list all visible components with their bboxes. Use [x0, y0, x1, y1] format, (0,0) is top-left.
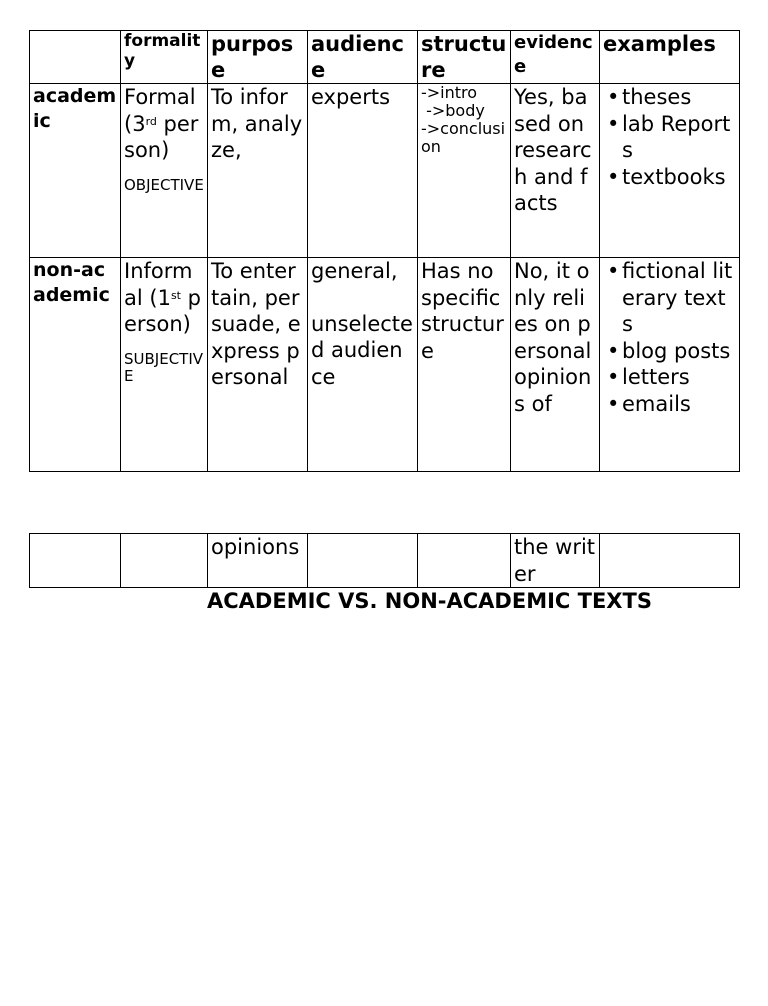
structure-conclusion: ->conclusion — [421, 119, 506, 156]
non-academic-audience-line1: general, — [311, 259, 398, 283]
academic-formality — [121, 84, 208, 258]
header-evidence: evidence — [511, 31, 600, 84]
cont-empty-cell — [121, 534, 208, 588]
continuation-table — [29, 533, 740, 588]
non-academic-evidence: No, it only relies on personal opinions of — [511, 258, 600, 472]
cont-purpose: opinions — [208, 534, 308, 588]
academic-examples — [600, 84, 740, 258]
list-item: • textbooks — [603, 164, 736, 191]
academic-audience: experts — [308, 84, 418, 258]
academic-formality-value — [124, 84, 204, 164]
academic-formality-sup: rd — [145, 114, 157, 128]
non-academic-audience-line2: unselected audience — [311, 311, 413, 389]
table-row-continuation — [30, 534, 740, 588]
non-academic-formality-sup: st — [170, 288, 181, 302]
row-label-academic: academic — [30, 84, 121, 258]
academic-formality-main: Formal (3 — [124, 85, 196, 136]
list-item: • emails — [603, 391, 736, 418]
row-label-non-academic: non-academic — [30, 258, 121, 472]
non-academic-examples-list — [603, 258, 736, 417]
list-item: • blog posts — [603, 338, 736, 365]
non-academic-formality-main: Informal (1 — [124, 259, 193, 310]
non-academic-structure: Has no specific structure — [418, 258, 511, 472]
academic-formality-end: person) — [124, 111, 199, 162]
header-examples: examples — [600, 31, 740, 84]
cont-empty-cell — [600, 534, 740, 588]
structure-body: ->body — [421, 101, 485, 120]
structure-intro: ->intro — [421, 83, 478, 102]
list-item: • fictional literary texts — [603, 258, 736, 338]
non-academic-purpose: To entertain, persuade, express personal — [208, 258, 308, 472]
comparison-table — [29, 30, 740, 472]
academic-purpose: To inform, analyze, — [208, 84, 308, 258]
header-row — [30, 31, 740, 84]
non-academic-formality-tag: SUBJECTIVE — [124, 349, 204, 385]
table-row-non-academic — [30, 258, 740, 472]
header-purpose: purpose — [208, 31, 308, 84]
table-row-academic — [30, 84, 740, 258]
cont-evidence: the writer — [511, 534, 600, 588]
academic-structure — [418, 84, 511, 258]
page-title: ACADEMIC VS. NON-ACADEMIC TEXTS — [207, 589, 652, 613]
academic-formality-tag: OBJECTIVE — [124, 175, 204, 194]
header-formality: formality — [121, 31, 208, 84]
academic-evidence: Yes, based on research and facts — [511, 84, 600, 258]
header-empty-cell — [30, 31, 121, 84]
non-academic-formality-value — [124, 258, 204, 338]
list-item: • letters — [603, 364, 736, 391]
non-academic-audience — [308, 258, 418, 472]
cont-empty-cell — [418, 534, 511, 588]
list-item: • theses — [603, 84, 736, 111]
cont-empty-cell — [308, 534, 418, 588]
header-audience: audience — [308, 31, 418, 84]
list-item: • lab Reports — [603, 111, 736, 164]
non-academic-examples — [600, 258, 740, 472]
non-academic-formality-end: person) — [124, 285, 201, 336]
cont-empty-cell — [30, 534, 121, 588]
academic-examples-list — [603, 84, 736, 190]
non-academic-formality — [121, 258, 208, 472]
header-structure: structure — [418, 31, 511, 84]
